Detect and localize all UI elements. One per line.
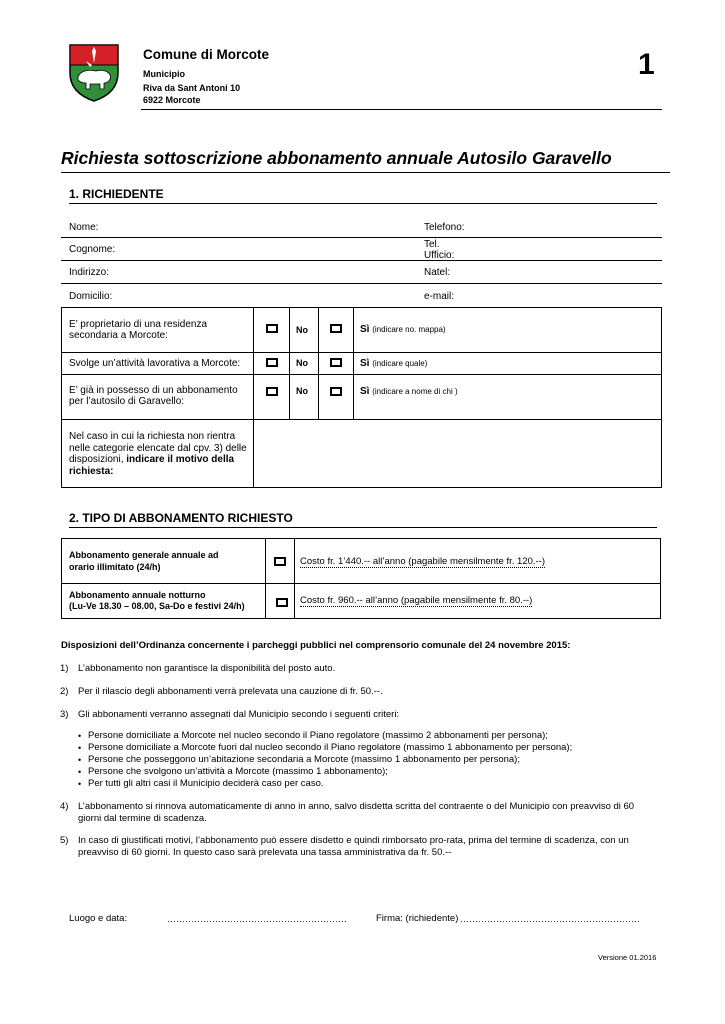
place-date-field[interactable]: …………………………………………………… (167, 914, 347, 924)
section2-underline (69, 527, 657, 528)
question-work-activity: Svolge un’attività lavorativa a Morcote: (69, 358, 241, 369)
option-general-label-1: Abbonamento generale annuale ad (69, 550, 219, 560)
list-item: • Persone che svolgono un’attività a Morcote (massimo 1 abbonamento); (78, 766, 658, 778)
reason-text-plain: Nel caso in cui la richiesta non rientra nelle categorie elencate dal cpv. 3) delle disposizioni, (69, 431, 247, 465)
provision-text-line-1: In caso di giustificati motivi, l’abbonamento può essere disdetto e quindi rimborsato pro-rata, prima del termine di scadenza, con un (78, 835, 629, 846)
checkbox-no-work-activity[interactable] (266, 358, 278, 367)
address-line-1: Riva da Sant Antoni 10 (143, 83, 241, 93)
list-item: • Persone domiciliate a Morcote nel nucleo secondo il Piano regolatore (massimo 2 abbonamenti per persona); (78, 730, 658, 742)
column-divider (294, 538, 295, 619)
reason-text (69, 431, 249, 477)
si-note: (indicare a nome di chi ) (372, 387, 458, 396)
si-option (360, 386, 458, 397)
criteria-list (78, 730, 658, 790)
checkbox-no-existing-subscription[interactable] (266, 387, 278, 396)
indirizzo-label: Indirizzo: (69, 267, 110, 278)
provision-number: 1) (60, 663, 69, 674)
list-item: • Persone che posseggono un’abitazione secondaria a Morcote (massimo 1 abbonamento per persona); (78, 754, 658, 766)
section1-heading: 1. RICHIEDENTE (69, 187, 164, 201)
row-divider (61, 352, 662, 353)
checkbox-si-secondary-residence[interactable] (330, 324, 342, 333)
column-divider (353, 307, 354, 419)
no-label: No (296, 386, 308, 396)
si-option (360, 358, 427, 369)
si-note: (indicare quale) (372, 359, 428, 368)
document-title: Richiesta sottoscrizione abbonamento annuale Autosilo Garavello (61, 148, 612, 168)
cognome-field-line[interactable] (61, 260, 662, 261)
option-night-label-2: (Lu-Ve 18.30 – 08.00, Sa-Do e festivi 24/h) (69, 601, 245, 611)
page-number: 1 (638, 48, 655, 81)
cognome-label: Cognome: (69, 244, 116, 255)
email-label: e-mail: (424, 291, 455, 302)
list-item: • Persone domiciliate a Morcote fuori dal nucleo secondo il Piano regolatore (massimo 1 abbonamento per persona); (78, 742, 658, 754)
option-general-label-2: orario illimitato (24/h) (69, 562, 161, 572)
reason-text-bold: indicare il motivo della richiesta: (69, 454, 235, 477)
column-divider (265, 538, 266, 619)
checkbox-si-work-activity[interactable] (330, 358, 342, 367)
checkbox-night-subscription[interactable] (276, 598, 288, 607)
si-label: Sì (360, 358, 370, 369)
column-divider (289, 307, 290, 419)
provision-number: 4) (60, 801, 69, 812)
tel-ufficio-label-2: Ufficio: (424, 250, 455, 261)
office-name: Municipio (143, 69, 185, 79)
nome-field-line[interactable] (61, 237, 662, 238)
indirizzo-field-line[interactable] (61, 283, 662, 284)
provision-number: 2) (60, 686, 69, 697)
option-night-label-1: Abbonamento annuale notturno (69, 590, 206, 600)
question-existing-subscription: E’ già in possesso di un abbonamento per l’autosilo di Garavello: (69, 385, 238, 407)
checkbox-no-secondary-residence[interactable] (266, 324, 278, 333)
provision-text-line-2: giorni dal termine di scadenza. (78, 813, 207, 824)
provisions-heading: Disposizioni dell’Ordinanza concernente i parcheggi pubblici nel comprensorio comunale del 24 novembre 2015: (61, 640, 571, 651)
list-item: • Per tutti gli altri casi il Municipio deciderà caso per caso. (78, 778, 658, 790)
version-label: Versione 01.2016 (598, 953, 657, 962)
natel-label: Natel: (424, 267, 451, 278)
provision-number: 3) (60, 709, 69, 720)
tel-ufficio-label-1: Tel. (424, 239, 440, 250)
domicilio-label: Domicilio: (69, 291, 113, 302)
provision-text-line-2: preavviso di 60 giorni. In questo caso sarà prelevata una tassa amministrativa da fr. 50.-- (78, 847, 452, 858)
nome-label: Nome: (69, 222, 99, 233)
place-date-label: Luogo e data: (69, 913, 128, 924)
checkbox-si-existing-subscription[interactable] (330, 387, 342, 396)
checkbox-general-subscription[interactable] (274, 557, 286, 566)
si-label: Sì (360, 386, 370, 397)
address-line-2: 6922 Morcote (143, 95, 201, 105)
signature-label: Firma: (richiedente) (376, 913, 459, 924)
signature-field[interactable]: …………………………………………………… (460, 914, 640, 924)
si-note: (indicare no. mappa) (372, 325, 446, 334)
row-divider (61, 583, 661, 584)
no-label: No (296, 325, 308, 335)
column-divider (318, 307, 319, 419)
telefono-label: Telefono: (424, 222, 465, 233)
provision-text-line-1: L’abbonamento si rinnova automaticamente di anno in anno, salvo disdetta scritta del contraente o del Municipio con preavviso di 60 (78, 801, 635, 812)
row-divider (61, 374, 662, 375)
option-general-cost: Costo fr. 1’440.-- all’anno (pagabile mensilmente fr. 120.--) (300, 556, 546, 567)
si-label: Sì (360, 324, 370, 335)
no-label: No (296, 358, 308, 368)
coat-of-arms (68, 43, 120, 103)
si-option (360, 324, 446, 335)
question-secondary-residence: E’ proprietario di una residenza secondaria a Morcote: (69, 319, 208, 341)
section2-heading: 2. TIPO DI ABBONAMENTO RICHIESTO (69, 511, 293, 525)
section1-underline (69, 203, 657, 204)
provision-number: 5) (60, 835, 69, 846)
option-night-cost: Costo fr. 960.-- all’anno (pagabile mensilmente fr. 80.--) (300, 595, 533, 606)
provision-text: L’abbonamento non garantisce la disponibilità del posto auto. (78, 663, 336, 674)
title-underline (61, 172, 670, 173)
municipality-name: Comune di Morcote (143, 47, 270, 62)
header-divider (141, 109, 662, 110)
reason-input-area[interactable] (254, 420, 661, 487)
provision-text: Per il rilascio degli abbonamenti verrà prelevata una cauzione di fr. 50.--. (78, 686, 383, 697)
provision-text: Gli abbonamenti verranno assegnati dal Municipio secondo i seguenti criteri: (78, 709, 400, 720)
